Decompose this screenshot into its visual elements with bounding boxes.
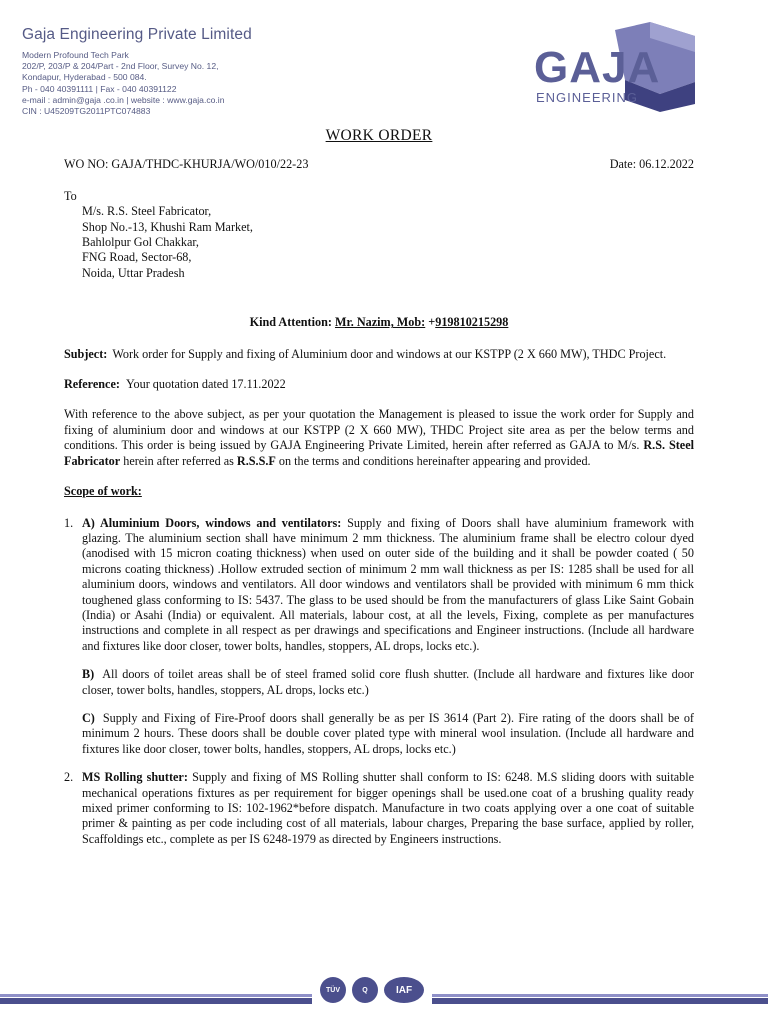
subject-label: Subject: xyxy=(64,346,108,361)
recipient-address xyxy=(64,204,694,281)
company-name: Gaja Engineering Private Limited xyxy=(22,26,252,43)
attention-label: Kind Attention: xyxy=(249,315,335,330)
item-heading: A) Aluminium Doors, windows and ventilators: xyxy=(82,515,342,530)
sub-item-label: C) xyxy=(82,710,95,725)
address-line: Bahlolpur Gol Chakkar, xyxy=(82,235,199,250)
sub-item-c xyxy=(64,711,694,757)
subject xyxy=(64,347,694,362)
address-line: Ph - 040 40391111 | Fax - 040 40391122 xyxy=(22,83,177,94)
attention-phone: 919810215298 xyxy=(435,315,509,330)
attention-phone-prefix: + xyxy=(425,315,436,330)
reference xyxy=(64,377,694,392)
item-heading: MS Rolling shutter: xyxy=(82,770,188,785)
logo-tagline: ENGINEERING xyxy=(536,90,639,105)
reference-text: Your quotation dated 17.11.2022 xyxy=(125,377,286,392)
address-line: Shop No.-13, Khushi Ram Market, xyxy=(82,219,253,234)
scope-heading: Scope of work: xyxy=(64,484,142,499)
work-order-document xyxy=(64,128,694,860)
sub-item-text: Supply and Fixing of Fire-Proof doors shall generally be as per IS 3614 (Part 2). Fire rating of the doors shall be of minimum 2 hours. These doors shall be double cover plated type with mineral wool insulation. (Include all hardware and fixtures like door closer, tower bolts, handles, stoppers, AL drops, locks etc.) xyxy=(82,710,694,756)
item-text: Supply and fixing of Doors shall have aluminium framework with glazing. The aluminium section shall have minimum 2 mm thickness. The aluminium frame shall be electro colour dyed (anodised with 15 micron coating thickness) when used on outer side of the building and it shall be powder coated ( 50 microns coating thickness) .Hollow extruded section of minimum 2 mm wall thickness as per IS: 1285 shall be used for all aluminium doors, windows and ventilators. All door windows and ventilators shall be provided with minimum 6 mm thick toughened glass conforming to IS: 5437. The glass to be used should be from the manufacturers of glass Like Saint Gobain (India) or Asahi (India) or equivalent. All materials, labour cost, at all the levels, Fixing, complete as per manufactures instructions and complete in all respect as per drawings and specifications and Engineer instructions. (Include all hardware and fixtures like door closer, tower bolts, handles, stoppers, AL drops, locks etc.). xyxy=(82,515,695,653)
item-number: 2. xyxy=(64,770,74,785)
address-line: Modern Profound Tech Park xyxy=(22,50,129,60)
intro-contractor-name: R.S. Steel Fabricator xyxy=(64,438,694,468)
letterhead xyxy=(22,26,322,117)
address-line: 202/P, 203/P & 204/Part - 2nd Floor, Survey No. 12, xyxy=(22,61,219,72)
intro-text: herein after referred as xyxy=(120,453,237,468)
document-title: WORK ORDER xyxy=(325,127,433,144)
to-label: To xyxy=(64,188,77,203)
reference-label: Reference: xyxy=(64,377,120,392)
sub-item-label: B) xyxy=(82,667,95,682)
item-text: Supply and fixing of MS Rolling shutter shall conform to IS: 6248. M.S sliding doors with suitable mechanical operations fixtures as per requirement for bigger openings shall be used.one coat of a brushing quality ready mixed primer conforming to IS: 102-1962*before dispatch. Manufacture in two coats applying over a one coat of suitable primer & painting as per code including cost of all materials, labour charges, Preparing the base surface, applied by roller, Scaffoldings etc., complete as per IS 6248-1979 as directed by Engineers instructions. xyxy=(82,770,695,846)
item-body xyxy=(82,770,694,847)
scope-item xyxy=(64,770,694,847)
gaja-logo xyxy=(530,22,695,112)
tuv-badge-icon: TÜV xyxy=(320,977,346,1003)
wo-row xyxy=(64,157,694,172)
intro-text: on the terms and conditions hereinafter appearing and provided. xyxy=(275,453,591,468)
certification-badges xyxy=(312,974,432,1006)
subject-text: Work order for Supply and fixing of Aluminium door and windows at our KSTPP (2 X 660 MW), THDC Project. xyxy=(112,346,667,361)
sub-item-b xyxy=(64,667,694,698)
intro-paragraph xyxy=(64,407,694,469)
logo-word: GAJA xyxy=(534,43,661,92)
address-line: Kondapur, Hyderabad - 500 084. xyxy=(22,72,147,83)
intro-contractor-abbr: R.S.S.F xyxy=(236,453,276,468)
item-body xyxy=(82,516,694,655)
item-number: 1. xyxy=(64,515,74,530)
scope-item xyxy=(64,516,694,655)
wo-number: WO NO: GAJA/THDC-KHURJA/WO/010/22-23 xyxy=(64,157,309,172)
address-line: Noida, Uttar Pradesh xyxy=(82,265,185,280)
quality-badge-icon: Q xyxy=(352,977,378,1003)
address-line: FNG Road, Sector-68, xyxy=(82,250,192,265)
attention-name: Mr. Nazim, Mob: xyxy=(334,315,426,330)
kind-attention xyxy=(64,315,694,330)
wo-date: Date: 06.12.2022 xyxy=(609,157,694,172)
address-line: CIN : U45209TG2011PTC074883 xyxy=(22,106,151,117)
address-line: M/s. R.S. Steel Fabricator, xyxy=(82,204,212,219)
sub-item-text: All doors of toilet areas shall be of steel framed solid core flush shutter. (Include all hardware and fixtures like door closer, tower bolts, handles, stoppers, AL drops, locks etc.) xyxy=(82,667,694,697)
iaf-badge-icon: IAF xyxy=(384,977,424,1003)
intro-text: With reference to the above subject, as per your quotation the Management is pleased to issue the work order for Supply and fixing of aluminium door and windows at our KSTPP (2 X 660 MW), THDC Project site area as per the below terms and conditions. This order is being issued by GAJA Engineering Private Limited, herein after referred as GAJA to M/s. xyxy=(64,407,694,453)
address-line: e-mail : admin@gaja .co.in | website : www.gaja.co.in xyxy=(22,94,225,105)
